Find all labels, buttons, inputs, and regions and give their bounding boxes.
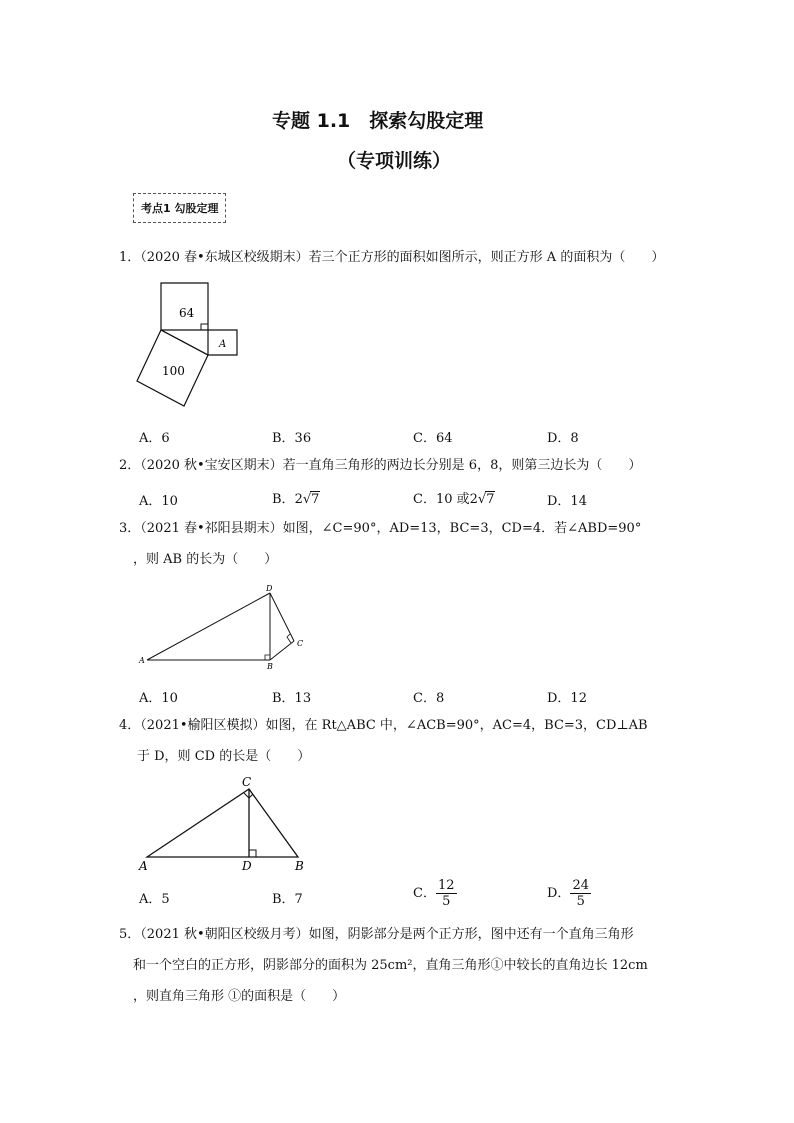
page-title: 专题 1.1 探索勾股定理 (272, 110, 484, 132)
label-b: B (295, 859, 304, 873)
question-number: 5． (119, 927, 141, 942)
label-100: 100 (162, 364, 185, 378)
q4-figure (135, 772, 315, 876)
q2-option-b[interactable]: B．2√7 (272, 492, 320, 507)
q1-option-d[interactable]: D．8 (547, 431, 579, 446)
q4-option-a[interactable]: A．5 (139, 892, 170, 907)
triangle-abc (147, 789, 298, 857)
q1-option-c[interactable]: C．64 (413, 431, 453, 446)
q3-option-d[interactable]: D．12 (547, 691, 587, 706)
question-5 (119, 927, 634, 943)
q2-option-c[interactable]: C．10 或2√7 (413, 492, 495, 507)
option-label: C． (413, 886, 436, 901)
page-subtitle: （专项训练） (337, 150, 452, 172)
denominator: 5 (576, 894, 585, 909)
q2-option-a[interactable]: A．10 (139, 494, 178, 509)
question-5-line2: 和一个空白的正方形，阴影部分的面积为 25cm²，直角三角形①中较长的直角边长 12cm (133, 958, 648, 973)
fraction (436, 878, 457, 909)
label-64: 64 (179, 306, 195, 320)
label-d: D (242, 859, 252, 873)
question-number: 4． (119, 718, 141, 733)
fraction (570, 878, 591, 909)
numerator: 24 (572, 878, 589, 893)
q4-option-b[interactable]: B．7 (272, 892, 303, 907)
question-text: （2020 春•东城区校级期末）若三个正方形的面积如图所示，则正方形 A 的面积为（ ） (140, 250, 665, 265)
question-text-line1: （2021 春•祁阳县期末）如图，∠C=90°，AD=13，BC=3，CD=4．若∠ABD=90° (140, 521, 642, 536)
segment-bc (270, 641, 294, 660)
option-label: B． (272, 492, 295, 507)
q2-option-d[interactable]: D．14 (547, 494, 587, 509)
label-c: C (242, 775, 252, 789)
question-4-line2: 于 D，则 CD 的长是（ ） (137, 749, 311, 764)
right-angle-mark-c (287, 634, 291, 643)
q1-option-b[interactable]: B．36 (272, 431, 312, 446)
q3-option-a[interactable]: A．10 (139, 691, 178, 706)
question-3-line2: ，则 AB 的长为（ ） (133, 552, 278, 567)
denominator: 5 (442, 894, 451, 909)
right-angle-mark-b (265, 655, 270, 660)
right-angle-mark-d (249, 850, 256, 857)
question-text: （2020 秋•宝安区期末）若一直角三角形的两边长分别是 6，8，则第三边长为（ ） (140, 458, 642, 473)
question-5-line3: ，则直角三角形 ①的面积是（ ） (133, 989, 346, 1004)
radical-coefficient: 2 (294, 492, 303, 507)
question-text-line1: （2021 秋•朝阳区校级月考）如图，阴影部分是两个正方形，图中还有一个直角三角形 (140, 927, 634, 942)
right-angle-mark (201, 324, 208, 330)
question-3 (119, 521, 641, 537)
question-number: 1． (119, 250, 141, 265)
segment-ad (147, 593, 270, 660)
radical-coefficient: 2 (469, 492, 478, 507)
q1-option-a[interactable]: A．6 (139, 431, 170, 446)
question-1 (119, 250, 664, 266)
question-number: 3． (119, 521, 141, 536)
label-a: A (219, 339, 227, 350)
label-c: C (297, 639, 304, 648)
q4-option-d[interactable] (547, 878, 591, 909)
option-label: C．10 或 (413, 492, 470, 507)
q1-figure (130, 275, 250, 415)
label-a: A (139, 656, 145, 665)
q3-option-c[interactable]: C．8 (413, 691, 445, 706)
segment-dc (270, 593, 294, 641)
label-a: A (139, 859, 148, 873)
question-text-line1: （2021•榆阳区模拟）如图，在 Rt△ABC 中，∠ACB=90°，AC=4，BC=3，CD⊥AB (140, 718, 648, 733)
question-number: 2． (119, 458, 141, 473)
q3-figure (135, 580, 315, 670)
q3-option-b[interactable]: B．13 (272, 691, 312, 706)
option-label: D． (547, 886, 571, 901)
radicand: 7 (486, 492, 495, 507)
q4-option-c[interactable] (413, 878, 457, 909)
question-4 (119, 718, 648, 734)
section-badge: 考点1 勾股定理 (133, 193, 226, 223)
label-b: B (267, 662, 273, 670)
question-2 (119, 458, 641, 474)
radicand: 7 (311, 492, 320, 507)
label-d: D (266, 584, 273, 593)
numerator: 12 (437, 878, 455, 893)
